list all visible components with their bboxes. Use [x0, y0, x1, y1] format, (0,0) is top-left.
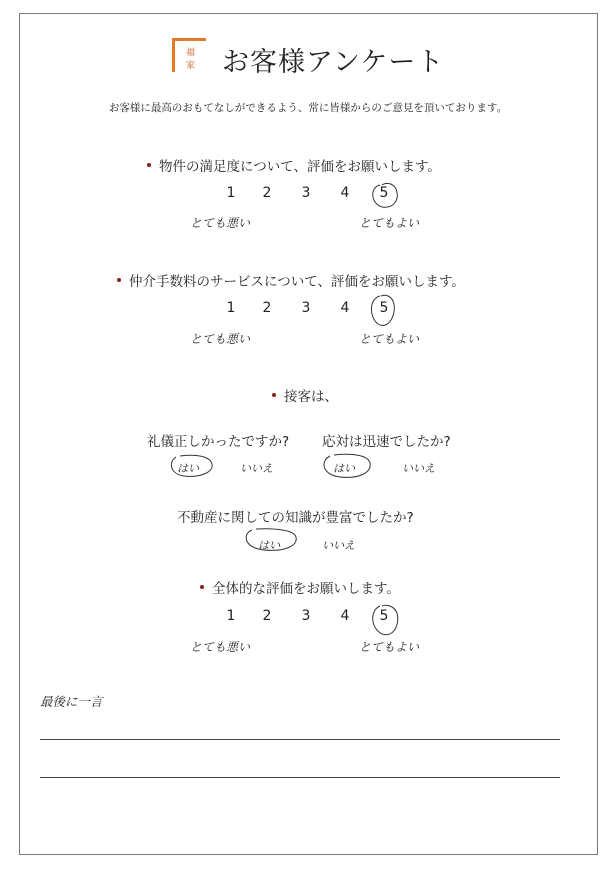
q1-option-4[interactable]: 4 [340, 185, 350, 201]
q3b-no-option[interactable]: いいえ [402, 462, 435, 475]
q1-high-label: とてもよい [359, 216, 420, 230]
q2-option-1[interactable]: 1 [226, 300, 236, 316]
q4-option-4[interactable]: 4 [340, 608, 350, 624]
q2-high-label: とてもよい [359, 332, 420, 346]
q1-option-2[interactable]: 2 [262, 185, 272, 201]
bullet-icon [147, 163, 151, 167]
question-3 [272, 385, 338, 405]
page-frame [19, 13, 598, 855]
q3c-no-option[interactable]: いいえ [322, 539, 355, 552]
question-4-text: 全体的な評価をお願いします。 [212, 581, 400, 597]
question-1-text: 物件の満足度について、評価をお願いします。 [159, 159, 441, 175]
q1-option-5[interactable]: 5 [379, 185, 389, 201]
comment-line-2[interactable] [40, 777, 560, 778]
q3a-yes-option[interactable]: はい [177, 462, 199, 475]
bullet-icon [117, 278, 121, 282]
question-1 [147, 155, 441, 175]
q4-option-3[interactable]: 3 [301, 608, 311, 624]
q1-selection-circle [366, 177, 406, 217]
bullet-icon [200, 585, 204, 589]
comment-line-1[interactable] [40, 739, 560, 740]
q4-option-5[interactable]: 5 [379, 608, 389, 624]
logo-char-2: 家 [186, 61, 196, 71]
q4-option-1[interactable]: 1 [226, 608, 236, 624]
q2-option-5[interactable]: 5 [379, 300, 389, 316]
q1-option-1[interactable]: 1 [226, 185, 236, 201]
q2-option-3[interactable]: 3 [301, 300, 311, 316]
question-2 [117, 270, 465, 290]
q2-option-4[interactable]: 4 [340, 300, 350, 316]
q2-low-label: とても悪い [190, 332, 251, 346]
company-logo [172, 38, 206, 72]
q3a-no-option[interactable]: いいえ [240, 462, 273, 475]
q4-option-2[interactable]: 2 [262, 608, 272, 624]
q3a-selection-circle [166, 452, 218, 480]
q4-high-label: とてもよい [359, 640, 420, 654]
bullet-icon [272, 393, 276, 397]
question-4 [200, 577, 400, 597]
q1-low-label: とても悪い [190, 216, 251, 230]
page-title: お客様アンケート [222, 47, 445, 78]
q3c-yes-option[interactable]: はい [258, 539, 280, 552]
comment-label: 最後に一言 [40, 694, 103, 709]
q3c-selection-circle [240, 526, 302, 554]
logo-char-1: 福 [186, 48, 196, 58]
q2-option-2[interactable]: 2 [262, 300, 272, 316]
question-3b-text: 応対は迅速でしたか? [322, 434, 451, 450]
question-3c-text: 不動産に関しての知識が豊富でしたか? [177, 510, 414, 526]
question-3-text: 接客は、 [284, 389, 338, 405]
q3b-yes-option[interactable]: はい [333, 462, 355, 475]
question-3a-text: 礼儀正しかったですか? [147, 434, 290, 450]
intro-text: お客様に最高のおもてなしができるよう、常に皆様からのご意見を頂いております。 [108, 102, 508, 114]
q1-option-3[interactable]: 3 [301, 185, 311, 201]
question-2-text: 仲介手数料のサービスについて、評価をお願いします。 [129, 274, 465, 290]
q3b-selection-circle [318, 451, 376, 481]
q4-low-label: とても悪い [190, 640, 251, 654]
